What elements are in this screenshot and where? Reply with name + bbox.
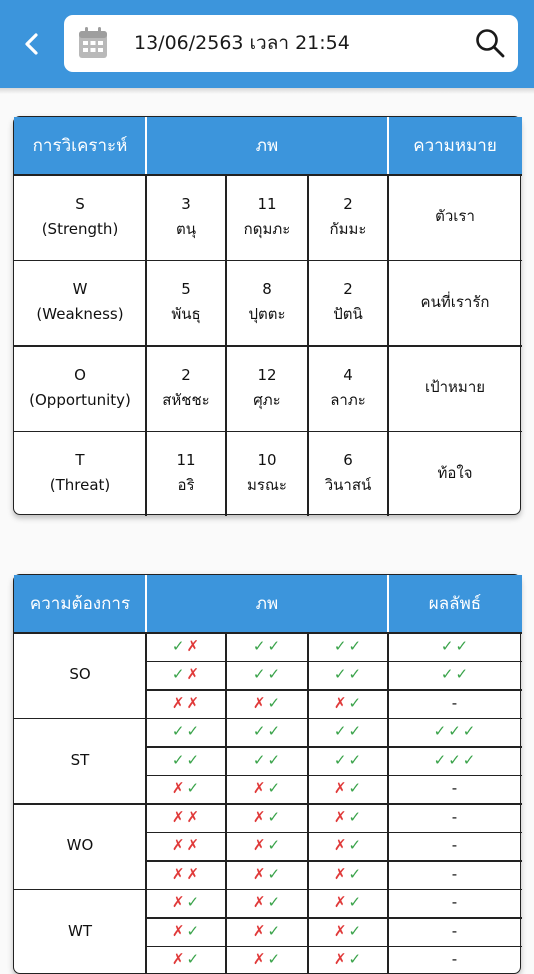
house-cell-line1: 12 (257, 363, 276, 388)
swot-analysis-table (13, 116, 521, 515)
column-divider (145, 632, 147, 974)
mark-group (172, 947, 200, 972)
swot-key-cell-line1: S (75, 192, 85, 217)
calendar-icon (78, 27, 108, 59)
house-mark-cell (226, 917, 308, 946)
mark-group (452, 947, 458, 972)
cross-icon: ✗ (334, 919, 348, 944)
header-needs: ความต้องการ (14, 575, 146, 632)
column-divider (307, 632, 309, 974)
mark-group (334, 662, 362, 687)
result-cell (388, 889, 522, 918)
mark-group (172, 691, 200, 716)
cross-icon: ✗ (334, 947, 348, 972)
mark-group (452, 833, 458, 858)
swot-key-cell (14, 174, 146, 260)
house-mark-cell (226, 860, 308, 889)
meaning-cell (388, 260, 522, 346)
house-cell (308, 260, 388, 346)
swot-key-cell-line1: T (75, 448, 84, 473)
house-mark-cell (308, 803, 388, 832)
house-mark-cell (308, 946, 388, 974)
check-icon: ✓ (349, 662, 363, 687)
check-icon: ✓ (187, 719, 201, 744)
mark-group (334, 776, 362, 801)
result-cell (388, 689, 522, 718)
house-cell-line2: ปุตตะ (248, 302, 285, 327)
house-cell-line2: วินาสน์ (325, 473, 372, 498)
result-cell (388, 803, 522, 832)
cross-icon: ✗ (187, 833, 201, 858)
swot-key-cell-line2: (Weakness) (36, 302, 123, 327)
no-result-text: - (452, 691, 458, 716)
house-mark-cell (308, 661, 388, 690)
house-cell-line2: มรณะ (247, 473, 287, 498)
check-icon: ✓ (268, 862, 282, 887)
check-icon: ✓ (253, 748, 267, 773)
check-icon: ✓ (268, 947, 282, 972)
check-icon: ✓ (187, 947, 201, 972)
row-divider (14, 431, 522, 433)
needs-group-label (14, 632, 146, 718)
mark-group (253, 833, 281, 858)
house-cell-line2: กดุมภะ (244, 217, 291, 242)
check-icon: ✓ (187, 776, 201, 801)
mark-group (172, 662, 200, 687)
no-result-text: - (452, 862, 458, 887)
house-cell-line1: 6 (343, 448, 353, 473)
house-mark-cell (226, 746, 308, 775)
house-cell-line2: ปัตนิ (333, 302, 363, 327)
house-cell-line1: 2 (343, 192, 353, 217)
no-result-text: - (452, 919, 458, 944)
meaning-text: ตัวเรา (435, 204, 475, 229)
house-mark-cell (308, 917, 388, 946)
mark-group (434, 719, 477, 744)
mark-group (253, 691, 281, 716)
no-result-text: - (452, 833, 458, 858)
meaning-text: คนที่เรารัก (421, 290, 490, 315)
house-cell-line1: 8 (262, 277, 272, 302)
cross-icon: ✗ (334, 890, 348, 915)
no-result-text: - (452, 805, 458, 830)
header-divider (145, 575, 147, 632)
needs-label: WO (67, 833, 94, 858)
check-icon: ✓ (456, 634, 470, 659)
cross-icon: ✗ (187, 862, 201, 887)
header-divider (387, 117, 389, 174)
check-icon: ✓ (172, 748, 186, 773)
date-search-box[interactable] (64, 15, 518, 72)
mark-group (334, 890, 362, 915)
mark-group (334, 748, 362, 773)
cross-icon: ✗ (172, 919, 186, 944)
check-icon: ✓ (268, 833, 282, 858)
house-mark-cell (308, 689, 388, 718)
mark-group (452, 862, 458, 887)
check-icon: ✓ (268, 919, 282, 944)
mark-group (172, 776, 200, 801)
cross-icon: ✗ (172, 833, 186, 858)
mark-group (334, 947, 362, 972)
meaning-text: ท้อใจ (437, 461, 472, 486)
check-icon: ✓ (349, 947, 363, 972)
check-icon: ✓ (172, 719, 186, 744)
house-mark-cell (308, 632, 388, 661)
house-cell (226, 174, 308, 260)
house-cell (146, 260, 226, 346)
mark-group (253, 805, 281, 830)
mark-group (253, 890, 281, 915)
mark-group (253, 947, 281, 972)
house-cell-line2: พันธุ (171, 302, 200, 327)
cross-icon: ✗ (334, 805, 348, 830)
house-mark-cell (146, 689, 226, 718)
house-cell-line1: 11 (257, 192, 276, 217)
needs-label: SO (69, 662, 90, 687)
house-cell-line2: อริ (177, 473, 194, 498)
cross-icon: ✗ (253, 862, 267, 887)
no-result-text: - (452, 890, 458, 915)
house-mark-cell (226, 632, 308, 661)
house-mark-cell (146, 803, 226, 832)
check-icon: ✓ (349, 919, 363, 944)
needs-group-label (14, 889, 146, 974)
needs-group-label (14, 803, 146, 889)
house-cell-line1: 5 (181, 277, 191, 302)
cross-icon: ✗ (334, 833, 348, 858)
cross-icon: ✗ (187, 691, 201, 716)
house-mark-cell (146, 746, 226, 775)
header-result: ผลลัพธ์ (388, 575, 522, 632)
house-cell (308, 174, 388, 260)
check-icon: ✓ (187, 748, 201, 773)
check-icon: ✓ (349, 890, 363, 915)
check-icon: ✓ (268, 776, 282, 801)
header-divider (145, 117, 147, 174)
house-mark-cell (226, 718, 308, 747)
cross-icon: ✗ (253, 947, 267, 972)
house-cell (226, 260, 308, 346)
house-mark-cell (308, 889, 388, 918)
mark-group (334, 691, 362, 716)
mark-group (172, 748, 200, 773)
mark-group (172, 805, 200, 830)
cross-icon: ✗ (172, 947, 186, 972)
cross-icon: ✗ (187, 634, 201, 659)
no-result-text: - (452, 776, 458, 801)
column-divider (225, 632, 227, 974)
house-mark-cell (226, 832, 308, 861)
house-mark-cell (146, 889, 226, 918)
check-icon: ✓ (448, 719, 462, 744)
column-divider (387, 632, 389, 974)
house-mark-cell (308, 832, 388, 861)
mark-group (452, 919, 458, 944)
check-icon: ✓ (349, 748, 363, 773)
check-icon: ✓ (463, 748, 477, 773)
house-cell-line2: กัมมะ (330, 217, 367, 242)
swot-key-cell-line2: (Threat) (50, 473, 111, 498)
swot-key-cell-line2: (Opportunity) (29, 388, 131, 413)
cross-icon: ✗ (334, 691, 348, 716)
house-mark-cell (146, 632, 226, 661)
check-icon: ✓ (456, 662, 470, 687)
check-icon: ✓ (463, 719, 477, 744)
column-divider (225, 174, 227, 516)
mark-group (441, 634, 469, 659)
check-icon: ✓ (349, 833, 363, 858)
cross-icon: ✗ (172, 862, 186, 887)
house-mark-cell (308, 718, 388, 747)
mark-group (452, 805, 458, 830)
check-icon: ✓ (349, 776, 363, 801)
house-cell-line1: 2 (343, 277, 353, 302)
mark-group (334, 833, 362, 858)
mark-group (172, 919, 200, 944)
house-mark-cell (226, 661, 308, 690)
house-mark-cell (146, 718, 226, 747)
cross-icon: ✗ (172, 691, 186, 716)
check-icon: ✓ (268, 748, 282, 773)
check-icon: ✓ (448, 748, 462, 773)
check-icon: ✓ (253, 634, 267, 659)
mark-group (253, 862, 281, 887)
header-house: ภพ (146, 117, 388, 174)
mark-group (441, 662, 469, 687)
house-mark-cell (226, 803, 308, 832)
result-cell (388, 661, 522, 690)
mark-group (253, 748, 281, 773)
cross-icon: ✗ (253, 691, 267, 716)
mark-group (334, 719, 362, 744)
result-cell (388, 832, 522, 861)
house-mark-cell (146, 946, 226, 974)
chevron-left-icon (22, 31, 42, 57)
row-divider (14, 174, 522, 176)
house-cell-line2: ศุภะ (253, 388, 280, 413)
house-cell (226, 345, 308, 431)
back-button[interactable] (12, 22, 52, 66)
needs-label: WT (68, 919, 92, 944)
check-icon: ✓ (187, 890, 201, 915)
cross-icon: ✗ (187, 662, 201, 687)
result-cell (388, 860, 522, 889)
mark-group (434, 748, 477, 773)
check-icon: ✓ (268, 805, 282, 830)
mark-group (334, 862, 362, 887)
result-cell (388, 775, 522, 804)
house-cell (146, 345, 226, 431)
cross-icon: ✗ (253, 805, 267, 830)
cross-icon: ✗ (334, 776, 348, 801)
check-icon: ✓ (334, 662, 348, 687)
cross-icon: ✗ (172, 776, 186, 801)
mark-group (253, 634, 281, 659)
result-cell (388, 632, 522, 661)
header-meaning: ความหมาย (388, 117, 522, 174)
house-mark-cell (146, 661, 226, 690)
cross-icon: ✗ (253, 890, 267, 915)
result-cell (388, 718, 522, 747)
needs-group-label (14, 718, 146, 804)
house-mark-cell (308, 860, 388, 889)
mark-group (334, 634, 362, 659)
check-icon: ✓ (349, 862, 363, 887)
row-divider (14, 345, 522, 347)
mark-group (452, 776, 458, 801)
result-cell (388, 946, 522, 974)
mark-group (253, 919, 281, 944)
needs-label: ST (71, 748, 90, 773)
house-cell (308, 345, 388, 431)
no-result-text: - (452, 947, 458, 972)
meaning-cell (388, 345, 522, 431)
check-icon: ✓ (268, 662, 282, 687)
mark-group (172, 833, 200, 858)
check-icon: ✓ (187, 919, 201, 944)
check-icon: ✓ (434, 719, 448, 744)
house-mark-cell (308, 746, 388, 775)
mark-group (334, 919, 362, 944)
meaning-cell (388, 431, 522, 517)
house-cell (146, 174, 226, 260)
check-icon: ✓ (334, 748, 348, 773)
check-icon: ✓ (349, 719, 363, 744)
cross-icon: ✗ (253, 833, 267, 858)
house-mark-cell (226, 689, 308, 718)
house-mark-cell (226, 889, 308, 918)
house-mark-cell (146, 860, 226, 889)
result-cell (388, 746, 522, 775)
mark-group (172, 634, 200, 659)
house-cell-line2: ลาภะ (330, 388, 366, 413)
check-icon: ✓ (334, 719, 348, 744)
house-cell-line2: ตนุ (176, 217, 196, 242)
mark-group (172, 719, 200, 744)
cross-icon: ✗ (253, 776, 267, 801)
check-icon: ✓ (253, 719, 267, 744)
cross-icon: ✗ (172, 805, 186, 830)
mark-group (452, 890, 458, 915)
house-cell-line2: สหัชชะ (162, 388, 209, 413)
house-cell-line1: 4 (343, 363, 353, 388)
mark-group (172, 890, 200, 915)
row-divider (14, 260, 522, 262)
house-mark-cell (146, 775, 226, 804)
date-time-label: 13/06/2563 เวลา 21:54 (134, 15, 350, 72)
house-mark-cell (308, 775, 388, 804)
check-icon: ✓ (268, 691, 282, 716)
search-icon[interactable] (474, 27, 506, 59)
house-mark-cell (226, 946, 308, 974)
check-icon: ✓ (441, 662, 455, 687)
check-icon: ✓ (434, 748, 448, 773)
top-bar-shadow (0, 88, 534, 94)
swot-key-cell (14, 431, 146, 517)
check-icon: ✓ (172, 634, 186, 659)
check-icon: ✓ (268, 634, 282, 659)
house-cell (308, 431, 388, 517)
house-cell-line1: 11 (176, 448, 195, 473)
house-cell (146, 431, 226, 517)
house-cell-line1: 3 (181, 192, 191, 217)
swot-key-cell-line2: (Strength) (42, 217, 119, 242)
house-mark-cell (146, 832, 226, 861)
swot-key-cell-line1: O (74, 363, 86, 388)
house-cell-line1: 10 (257, 448, 276, 473)
house-mark-cell (226, 775, 308, 804)
mark-group (172, 862, 200, 887)
check-icon: ✓ (172, 662, 186, 687)
check-icon: ✓ (268, 719, 282, 744)
header-divider (387, 575, 389, 632)
check-icon: ✓ (349, 691, 363, 716)
column-divider (387, 174, 389, 516)
top-app-bar (0, 0, 534, 88)
needs-results-table (13, 574, 521, 974)
column-divider (145, 174, 147, 516)
house-cell-line1: 2 (181, 363, 191, 388)
mark-group (253, 776, 281, 801)
header-analysis: การวิเคราะห์ (14, 117, 146, 174)
check-icon: ✓ (268, 890, 282, 915)
check-icon: ✓ (253, 662, 267, 687)
check-icon: ✓ (334, 634, 348, 659)
check-icon: ✓ (349, 634, 363, 659)
cross-icon: ✗ (334, 862, 348, 887)
swot-key-cell (14, 260, 146, 346)
check-icon: ✓ (349, 805, 363, 830)
check-icon: ✓ (441, 634, 455, 659)
mark-group (334, 805, 362, 830)
cross-icon: ✗ (187, 805, 201, 830)
house-cell (226, 431, 308, 517)
house-mark-cell (146, 917, 226, 946)
mark-group (452, 691, 458, 716)
swot-key-cell (14, 345, 146, 431)
column-divider (307, 174, 309, 516)
result-cell (388, 917, 522, 946)
meaning-text: เป้าหมาย (425, 375, 485, 400)
cross-icon: ✗ (172, 890, 186, 915)
header-house: ภพ (146, 575, 388, 632)
swot-key-cell-line1: W (73, 277, 88, 302)
mark-group (253, 719, 281, 744)
mark-group (253, 662, 281, 687)
cross-icon: ✗ (253, 919, 267, 944)
meaning-cell (388, 174, 522, 260)
